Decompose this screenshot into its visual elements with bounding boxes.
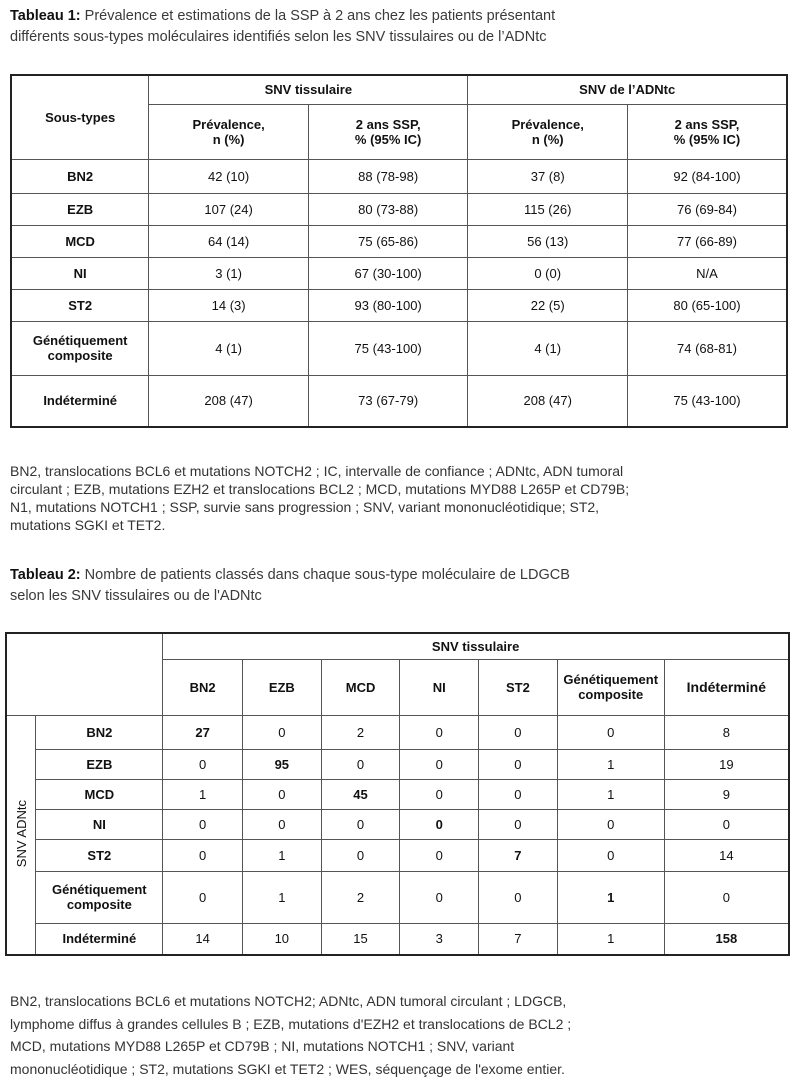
cell: 0 bbox=[163, 809, 243, 839]
table2 bbox=[5, 632, 790, 956]
cell: 88 (78-98) bbox=[308, 159, 467, 193]
table1-group-ctdna: SNV de l’ADNtc bbox=[468, 75, 787, 104]
table-row bbox=[6, 809, 789, 839]
row-label: Indéterminé bbox=[36, 923, 163, 955]
cell: 64 (14) bbox=[149, 225, 309, 257]
table1-caption-line2: différents sous-types moléculaires identifiés selon les SNV tissulaires ou de l’ADNtc bbox=[10, 29, 547, 45]
row-label: MCD bbox=[11, 225, 149, 257]
table-row bbox=[6, 749, 789, 779]
table1-footnote: BN2, translocations BCL6 et mutations NOTCH2 ; IC, intervalle de confiance ; ADNtc, ADN tumoral circulant ; EZB, mutations EZH2 et translocations BCL2 ; MCD, mutations MYD88 L265P et CD79B; N1, mutations NOTCH1 ; SSP, survie sans progression ; SNV, variant mononucléotidique; ST2, mutations SGKI et TET2. bbox=[10, 463, 630, 533]
row-label: BN2 bbox=[36, 715, 163, 749]
table2-side-label: SNV ADNtc bbox=[6, 715, 36, 955]
cell: 0 bbox=[479, 715, 558, 749]
table1-caption bbox=[10, 6, 555, 48]
cell: 10 bbox=[242, 923, 321, 955]
table1-caption-label: Tableau 1: bbox=[10, 8, 81, 24]
table1-header-subtypes: Sous-types bbox=[11, 75, 149, 159]
cell: 1 bbox=[557, 871, 664, 923]
row-label: Indéterminé bbox=[11, 375, 149, 427]
row-label: ST2 bbox=[36, 839, 163, 871]
cell: 107 (24) bbox=[149, 193, 309, 225]
table-row bbox=[6, 715, 789, 749]
cell: 208 (47) bbox=[149, 375, 309, 427]
cell: 73 (67-79) bbox=[308, 375, 467, 427]
cell: 14 bbox=[664, 839, 789, 871]
cell: 75 (65-86) bbox=[308, 225, 467, 257]
cell: 0 bbox=[479, 749, 558, 779]
cell: 3 bbox=[400, 923, 479, 955]
table-row bbox=[6, 779, 789, 809]
cell: 42 (10) bbox=[149, 159, 309, 193]
cell: 56 (13) bbox=[468, 225, 628, 257]
table2-caption-text: Nombre de patients classés dans chaque sous-type moléculaire de LDGCB bbox=[80, 567, 570, 583]
table2-caption bbox=[10, 565, 570, 607]
cell: 0 bbox=[557, 839, 664, 871]
row-label: Génétiquement composite bbox=[36, 871, 163, 923]
cell: 0 bbox=[163, 871, 243, 923]
cell: 45 bbox=[321, 779, 400, 809]
cell: 93 (80-100) bbox=[308, 289, 467, 321]
table2-caption-line2: selon les SNV tissulaires ou de l'ADNtc bbox=[10, 588, 262, 604]
cell: 0 bbox=[242, 809, 321, 839]
row-label: BN2 bbox=[11, 159, 149, 193]
table2-col: ST2 bbox=[479, 659, 558, 715]
table1-col-prev: Prévalence, n (%) bbox=[149, 104, 309, 159]
table2-col: EZB bbox=[242, 659, 321, 715]
table-row bbox=[6, 871, 789, 923]
table-row bbox=[11, 289, 787, 321]
table2-col: MCD bbox=[321, 659, 400, 715]
cell: 7 bbox=[479, 839, 558, 871]
table2-group-tissue: SNV tissulaire bbox=[163, 633, 789, 659]
cell: 15 bbox=[321, 923, 400, 955]
row-label: MCD bbox=[36, 779, 163, 809]
cell: 4 (1) bbox=[468, 321, 628, 375]
cell: 0 (0) bbox=[468, 257, 628, 289]
table2-col: Indéterminé bbox=[664, 659, 789, 715]
cell: 75 (43-100) bbox=[628, 375, 787, 427]
cell: 0 bbox=[400, 779, 479, 809]
cell: 80 (65-100) bbox=[628, 289, 787, 321]
cell: 27 bbox=[163, 715, 243, 749]
table1-group-tissue: SNV tissulaire bbox=[149, 75, 468, 104]
cell: 0 bbox=[242, 779, 321, 809]
cell: 2 bbox=[321, 715, 400, 749]
cell: 1 bbox=[242, 839, 321, 871]
cell: 0 bbox=[321, 749, 400, 779]
table1-caption-text: Prévalence et estimations de la SSP à 2 ans chez les patients présentant bbox=[80, 8, 556, 24]
table2-corner bbox=[6, 633, 163, 715]
cell: 158 bbox=[664, 923, 789, 955]
cell: 0 bbox=[400, 749, 479, 779]
row-label: NI bbox=[36, 809, 163, 839]
row-label: Génétiquement composite bbox=[11, 321, 149, 375]
cell: 1 bbox=[242, 871, 321, 923]
cell: 4 (1) bbox=[149, 321, 309, 375]
row-label: ST2 bbox=[11, 289, 149, 321]
cell: 0 bbox=[163, 839, 243, 871]
cell: 0 bbox=[479, 809, 558, 839]
cell: 208 (47) bbox=[468, 375, 628, 427]
cell: 0 bbox=[242, 715, 321, 749]
table-row bbox=[11, 321, 787, 375]
cell: 1 bbox=[557, 923, 664, 955]
table-row bbox=[11, 159, 787, 193]
table-row bbox=[6, 923, 789, 955]
cell: 75 (43-100) bbox=[308, 321, 467, 375]
cell: 3 (1) bbox=[149, 257, 309, 289]
cell: 77 (66-89) bbox=[628, 225, 787, 257]
cell: 1 bbox=[557, 779, 664, 809]
row-label: NI bbox=[11, 257, 149, 289]
table-row bbox=[11, 193, 787, 225]
cell: 7 bbox=[479, 923, 558, 955]
table1-col-ssp: 2 ans SSP, % (95% IC) bbox=[628, 104, 787, 159]
cell: 2 bbox=[321, 871, 400, 923]
table1-col-ssp: 2 ans SSP, % (95% IC) bbox=[308, 104, 467, 159]
cell: 1 bbox=[163, 779, 243, 809]
cell: 0 bbox=[479, 779, 558, 809]
table-row bbox=[11, 225, 787, 257]
cell: 14 (3) bbox=[149, 289, 309, 321]
cell: 1 bbox=[557, 749, 664, 779]
cell: 67 (30-100) bbox=[308, 257, 467, 289]
cell: 8 bbox=[664, 715, 789, 749]
cell: 0 bbox=[479, 871, 558, 923]
table1 bbox=[10, 74, 788, 428]
cell: 0 bbox=[400, 809, 479, 839]
cell: 14 bbox=[163, 923, 243, 955]
cell: 0 bbox=[400, 871, 479, 923]
table2-col: Génétiquement composite bbox=[557, 659, 664, 715]
row-label: EZB bbox=[36, 749, 163, 779]
table-row bbox=[11, 257, 787, 289]
table2-col: BN2 bbox=[163, 659, 243, 715]
cell: 37 (8) bbox=[468, 159, 628, 193]
row-label: EZB bbox=[11, 193, 149, 225]
cell: 76 (69-84) bbox=[628, 193, 787, 225]
table1-col-prev: Prévalence, n (%) bbox=[468, 104, 628, 159]
cell: 80 (73-88) bbox=[308, 193, 467, 225]
cell: N/A bbox=[628, 257, 787, 289]
table2-footnote: BN2, translocations BCL6 et mutations NOTCH2; ADNtc, ADN tumoral circulant ; LDGCB, lymphome diffus à grandes cellules B ; EZB, mutations d'EZH2 et translocations de BCL2 ; MCD, mutations MYD88 L265P et CD79B ; NI, mutations NOTCH1 ; SNV, variant mononucléotidique ; ST2, mutations SGKI et TET2 ; WES, séquençage de l'exome entier. bbox=[10, 993, 572, 1077]
cell: 115 (26) bbox=[468, 193, 628, 225]
cell: 0 bbox=[557, 715, 664, 749]
cell: 0 bbox=[163, 749, 243, 779]
table2-caption-label: Tableau 2: bbox=[10, 567, 81, 583]
cell: 9 bbox=[664, 779, 789, 809]
cell: 19 bbox=[664, 749, 789, 779]
cell: 0 bbox=[557, 809, 664, 839]
cell: 0 bbox=[664, 809, 789, 839]
table-row bbox=[11, 375, 787, 427]
table-row bbox=[6, 839, 789, 871]
cell: 0 bbox=[321, 809, 400, 839]
cell: 95 bbox=[242, 749, 321, 779]
cell: 92 (84-100) bbox=[628, 159, 787, 193]
table2-col: NI bbox=[400, 659, 479, 715]
cell: 0 bbox=[400, 839, 479, 871]
cell: 74 (68-81) bbox=[628, 321, 787, 375]
cell: 22 (5) bbox=[468, 289, 628, 321]
cell: 0 bbox=[400, 715, 479, 749]
cell: 0 bbox=[664, 871, 789, 923]
cell: 0 bbox=[321, 839, 400, 871]
